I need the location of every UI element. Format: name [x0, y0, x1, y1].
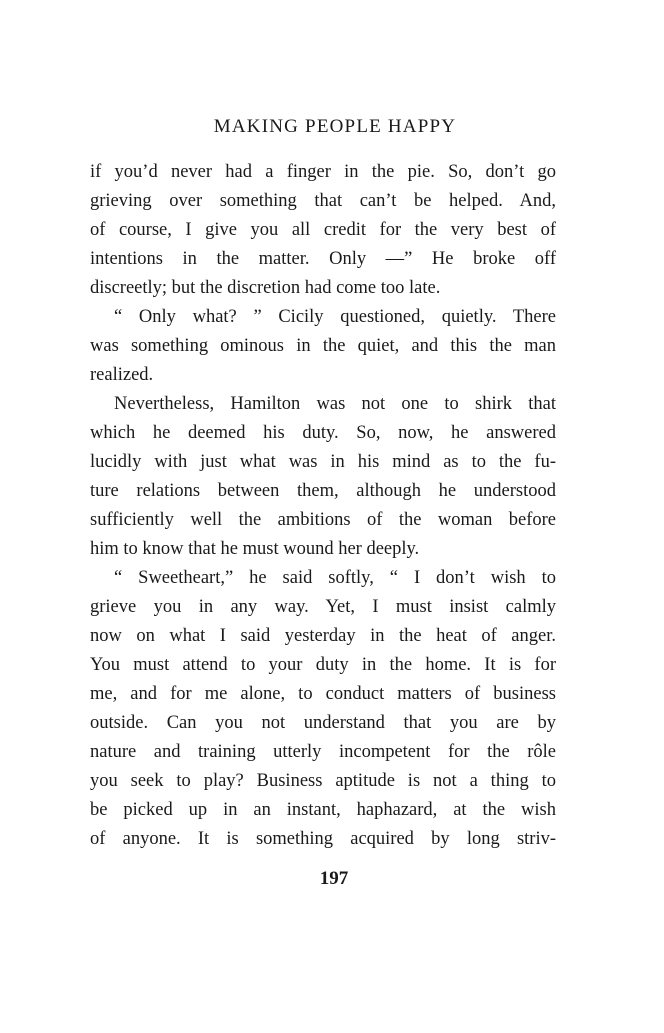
- text-line: now on what I said yesterday in the heat of anger.: [90, 626, 556, 646]
- text-line: nature and training utterly incompetent for the rôle: [90, 742, 556, 762]
- page-number: 197: [319, 868, 349, 889]
- text-line: Nevertheless, Hamilton was not one to shirk that: [114, 394, 556, 414]
- text-line: lucidly with just what was in his mind as to the fu-: [90, 452, 556, 472]
- running-head: MAKING PEOPLE HAPPY: [213, 116, 457, 137]
- text-line: sufficiently well the ambitions of the woman before: [90, 510, 556, 530]
- text-line: was something ominous in the quiet, and this the man: [90, 336, 556, 356]
- text-line: “ Only what? ” Cicily questioned, quietly. There: [114, 307, 556, 327]
- text-line: of anyone. It is something acquired by long striv-: [90, 829, 556, 849]
- text-line: ture relations between them, although he understood: [90, 481, 556, 501]
- text-line: you seek to play? Business aptitude is not a thing to: [90, 771, 556, 791]
- text-line: grieve you in any way. Yet, I must insist calmly: [90, 597, 556, 617]
- text-line: intentions in the matter. Only —” He broke off: [90, 249, 556, 269]
- text-line: outside. Can you not understand that you are by: [90, 713, 556, 733]
- text-line: be picked up in an instant, haphazard, at the wish: [90, 800, 556, 820]
- text-line: me, and for me alone, to conduct matters of business: [90, 684, 556, 704]
- body-text: [90, 158, 556, 854]
- text-line: “ Sweetheart,” he said softly, “ I don’t wish to: [114, 568, 556, 588]
- text-line: which he deemed his duty. So, now, he answered: [90, 423, 556, 443]
- text-line: of course, I give you all credit for the very best of: [90, 220, 556, 240]
- text-line: You must attend to your duty in the home. It is for: [90, 655, 556, 675]
- text-line: if you’d never had a finger in the pie. So, don’t go: [90, 162, 556, 182]
- text-line: discreetly; but the discretion had come too late.: [90, 278, 441, 298]
- text-line: realized.: [90, 365, 154, 385]
- text-line: him to know that he must wound her deeply.: [90, 539, 420, 559]
- text-line: grieving over something that can’t be helped. And,: [90, 191, 556, 211]
